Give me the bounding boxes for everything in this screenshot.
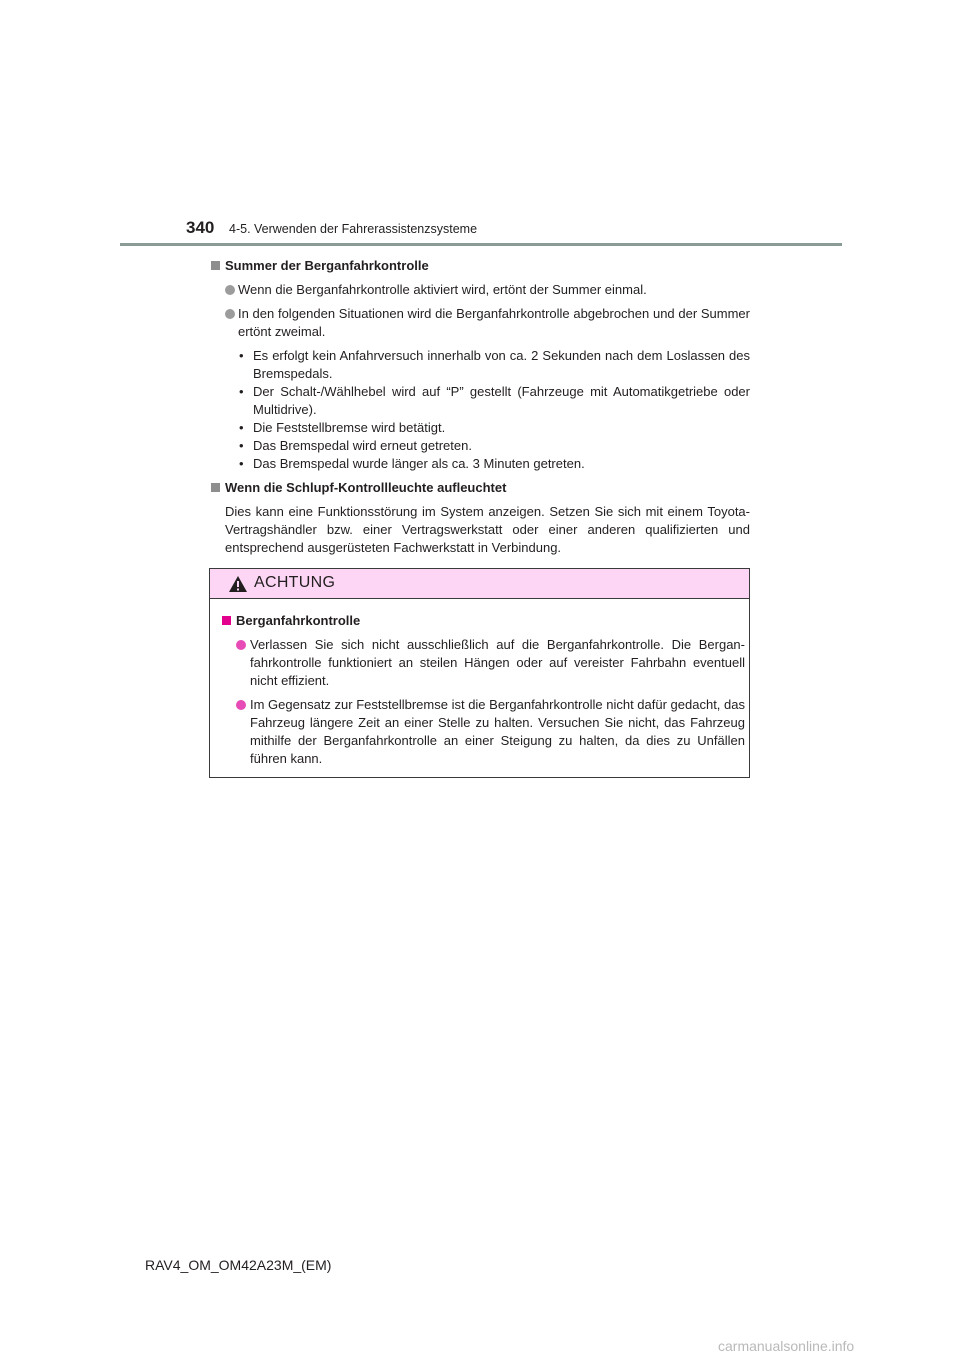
header-divider xyxy=(120,243,842,246)
round-bullet-icon xyxy=(236,700,246,710)
warning-heading xyxy=(210,612,745,630)
dot-bullet-icon: • xyxy=(239,348,244,363)
warning-title: ACHTUNG xyxy=(254,574,336,591)
list-item-text: Es erfolgt kein Anfahrversuch innerhalb von ca. 2 Sekunden nach dem Loslassen des Bremspedals. xyxy=(253,348,750,381)
warning-triangle-icon xyxy=(228,575,248,593)
round-bullet-icon xyxy=(225,309,235,319)
list-item xyxy=(210,419,750,437)
dot-bullet-icon: • xyxy=(239,438,244,453)
page-number: 340 xyxy=(186,218,215,237)
main-content xyxy=(210,257,750,563)
watermark: carmanualsonline.info xyxy=(718,1338,855,1354)
section-heading-text: Summer der Berganfahrkontrolle xyxy=(225,258,429,273)
bullet-item xyxy=(210,305,750,341)
list-item xyxy=(210,455,750,473)
section-heading-schlupf xyxy=(210,479,750,497)
warning-box xyxy=(209,568,750,778)
warning-heading-text: Berganfahrkontrolle xyxy=(236,613,361,628)
warning-bullet-text: Im Gegensatz zur Feststellbremse ist die Berganfahrkontrolle nicht dafür gedacht, das Fahrzeug längere Zeit an einer Stelle zu halten. Versuchen Sie nicht, das Fahrzeug mithilfe der Berganfahrkontrolle an einer Steigung zu halten, da dies zu Unfällen führen kann. xyxy=(250,697,745,766)
round-bullet-icon xyxy=(225,285,235,295)
square-bullet-icon xyxy=(211,261,220,270)
list-item-text: Die Feststellbremse wird betätigt. xyxy=(253,420,446,435)
situation-list xyxy=(210,347,750,473)
list-item-text: Der Schalt-/Wählhebel wird auf “P” gestellt (Fahrzeuge mit Automatikgetriebe oder Multidrive). xyxy=(253,384,750,417)
bullet-item xyxy=(210,281,750,299)
list-item xyxy=(210,383,750,419)
bullet-text: In den folgenden Situationen wird die Berganfahrkontrolle abgebrochen und der Summer ertönt zweimal. xyxy=(238,306,750,339)
dot-bullet-icon: • xyxy=(239,384,244,399)
document-code: RAV4_OM_OM42A23M_(EM) xyxy=(145,1257,332,1273)
warning-bullet-text: Verlassen Sie sich nicht ausschließlich auf die Berganfahrkontrolle. Die Berganfahrkontrolle funktioniert an steilen Hängen oder auf vereister Fahrbahn eventuell nicht effizient. xyxy=(250,637,745,688)
section-heading-summer xyxy=(210,257,750,275)
warning-bullet xyxy=(210,636,745,690)
list-item-text: Das Bremspedal wurde länger als ca. 3 Minuten getreten. xyxy=(253,456,585,471)
warning-body xyxy=(210,612,745,774)
square-bullet-icon xyxy=(211,483,220,492)
warning-bullet xyxy=(210,696,745,768)
section-title: 4-5. Verwenden der Fahrerassistenzsysteme xyxy=(229,222,478,236)
section-heading-text: Wenn die Schlupf-Kontrollleuchte aufleuchtet xyxy=(225,480,507,495)
list-item xyxy=(210,437,750,455)
dot-bullet-icon: • xyxy=(239,456,244,471)
square-bullet-icon xyxy=(222,616,231,625)
list-item-text: Das Bremspedal wird erneut getreten. xyxy=(253,438,472,453)
list-item xyxy=(210,347,750,383)
warning-header xyxy=(210,569,749,599)
section-paragraph: Dies kann eine Funktionsstörung im System anzeigen. Setzen Sie sich mit einem Toyota-Vertragshändler bzw. einer Vertragswerkstatt oder einer anderen qualifizierten und entsprechend ausgerüsteten Fachwerkstatt in Verbindung. xyxy=(225,504,750,555)
round-bullet-icon xyxy=(236,640,246,650)
dot-bullet-icon: • xyxy=(239,420,244,435)
bullet-text: Wenn die Berganfahrkontrolle aktiviert wird, ertönt der Summer einmal. xyxy=(238,282,647,297)
page-header xyxy=(0,0,960,250)
